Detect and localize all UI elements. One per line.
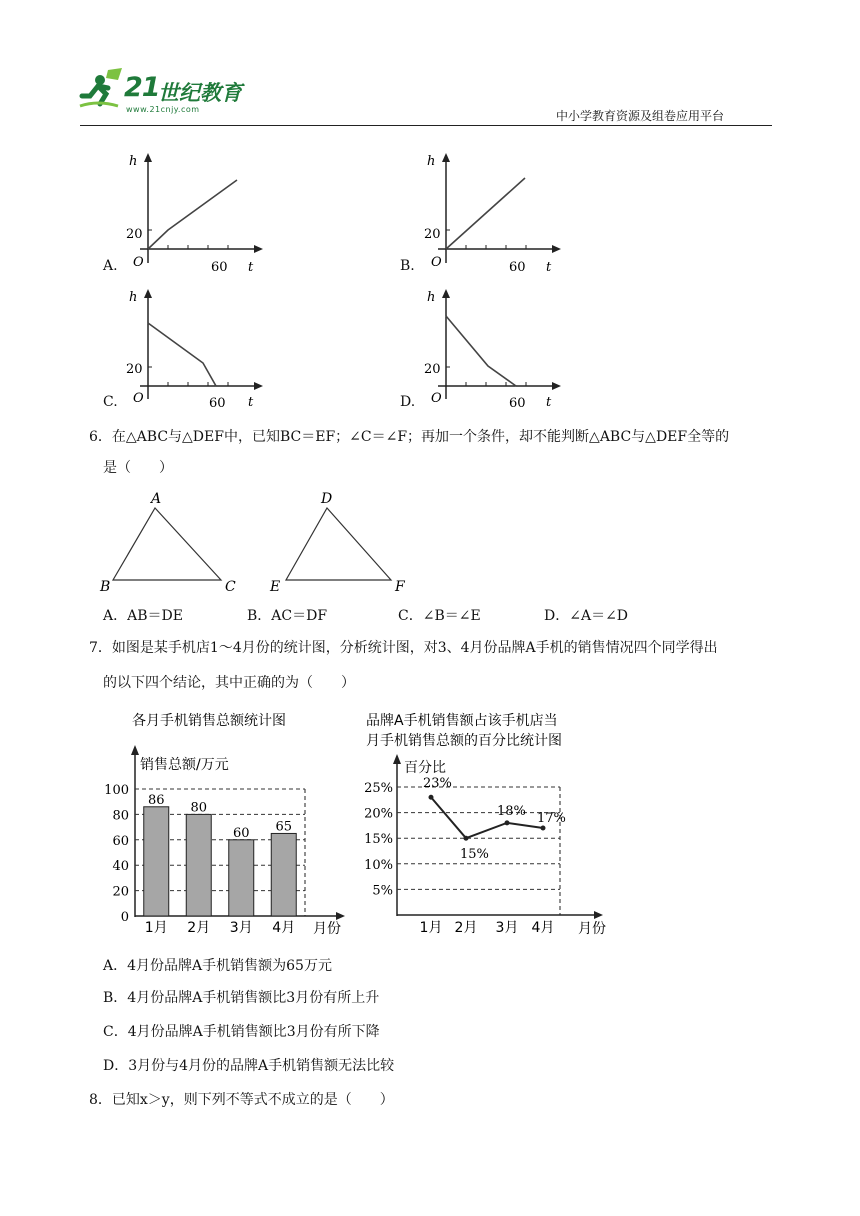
bar-y-tick-label: 100 <box>104 783 129 798</box>
option-d-label: D. <box>400 394 416 410</box>
runner-logo-icon <box>78 66 126 114</box>
vertex-e-label: E <box>270 579 281 595</box>
q7-option-b: B．4月份品牌A手机销售额比3月份有所上升 <box>103 990 380 1006</box>
graph-a <box>115 150 275 275</box>
logo-url: www.21cnjy.com <box>126 105 200 114</box>
line-x-tick-label: 3月 <box>495 920 519 936</box>
x-tick-label: 60 <box>509 260 526 275</box>
axis-t-label: t <box>248 395 254 410</box>
option-b-label: B. <box>400 258 415 274</box>
line-point <box>541 825 546 830</box>
y-tick-label: 20 <box>126 362 143 377</box>
bar-chart-xlabel: 月份 <box>313 921 341 937</box>
bar-chart <box>95 705 350 940</box>
axis-h-label: h <box>129 290 138 305</box>
line-point <box>429 795 434 800</box>
line-chart-title-line2: 月手机销售总额的百分比统计图 <box>366 733 562 749</box>
vertex-c-label: C <box>225 579 236 595</box>
option-a-label: A. <box>103 258 118 274</box>
q7-stem-line1: 7．如图是某手机店1～4月份的统计图，分析统计图，对3、4月份品牌A手机的销售情况四个同学得出 <box>89 640 718 656</box>
graph-c <box>115 286 275 411</box>
origin-label: O <box>431 255 442 270</box>
graph-d <box>413 286 573 411</box>
axis-h-label: h <box>129 154 138 169</box>
q6-option-d: D．∠A＝∠D <box>544 608 629 624</box>
platform-name: 中小学教育资源及组卷应用平台 <box>556 109 725 123</box>
axis-t-label: t <box>546 395 552 410</box>
bar-value-label: 80 <box>190 800 208 816</box>
graph-b <box>413 150 573 275</box>
q7-option-c: C．4月份品牌A手机销售额比3月份有所下降 <box>103 1024 380 1040</box>
bar-value-label: 65 <box>275 819 293 835</box>
bar-value-label: 60 <box>232 825 250 841</box>
bar-x-tick-label: 4月 <box>272 920 296 936</box>
line-chart-title-line1: 品牌A手机销售额占该手机店当 <box>366 713 558 729</box>
line-chart-xlabel: 月份 <box>578 921 606 937</box>
line-x-tick-label: 2月 <box>454 920 478 936</box>
origin-label: O <box>133 391 144 406</box>
line-value-label: 23% <box>423 776 452 792</box>
vertex-a-label: A <box>151 491 162 507</box>
line-chart <box>360 705 620 940</box>
bar <box>271 833 296 916</box>
vertex-d-label: D <box>321 491 333 507</box>
bar-y-tick-label: 60 <box>112 833 129 849</box>
triangle-def <box>265 486 415 596</box>
bar-y-tick-label: 0 <box>120 910 129 925</box>
vertex-b-label: B <box>100 579 111 595</box>
q7-option-a: A．4月份品牌A手机销售额为65万元 <box>103 958 332 974</box>
bar-x-tick-label: 3月 <box>229 920 253 936</box>
x-tick-label: 60 <box>211 260 228 275</box>
logo-text: 世纪教育 <box>158 81 242 105</box>
bar <box>229 840 254 916</box>
logo-number: 21 <box>124 72 160 103</box>
option-c-label: C. <box>103 394 118 410</box>
y-tick-label: 20 <box>126 227 143 242</box>
q7-stem-line2: 的以下四个结论，其中正确的为（ ） <box>103 675 355 691</box>
line-y-tick-label: 10% <box>364 857 393 873</box>
bar-x-tick-label: 1月 <box>144 920 168 936</box>
q6-option-a: A．AB＝DE <box>103 608 183 624</box>
logo <box>78 66 258 118</box>
y-tick-label: 20 <box>424 227 441 242</box>
line-y-tick-label: 25% <box>364 781 393 796</box>
bar-y-tick-label: 20 <box>112 884 129 900</box>
line-chart-ylabel: 百分比 <box>404 760 446 776</box>
bar-value-label: 86 <box>147 792 165 808</box>
axis-t-label: t <box>546 260 552 275</box>
q7-option-d: D．3月份与4月份的品牌A手机销售额无法比较 <box>103 1058 395 1074</box>
line-y-tick-label: 20% <box>364 806 393 822</box>
axis-h-label: h <box>427 154 436 169</box>
q6-stem-line1: 6．在△ABC与△DEF中，已知BC＝EF；∠C＝∠F；再加一个条件，却不能判断△ABC与△DEF全等的 <box>89 429 730 445</box>
axis-t-label: t <box>248 260 254 275</box>
q6-option-c: C．∠B＝∠E <box>398 608 481 624</box>
header-divider <box>80 125 772 126</box>
vertex-f-label: F <box>395 579 405 595</box>
bar-chart-title: 各月手机销售总额统计图 <box>132 713 286 729</box>
x-tick-label: 60 <box>209 396 226 411</box>
line-point <box>464 836 469 841</box>
line-value-label: 17% <box>537 810 566 826</box>
line-value-label: 15% <box>460 847 489 863</box>
series-line <box>431 797 543 838</box>
x-tick-label: 60 <box>509 396 526 411</box>
line-x-tick-label: 4月 <box>531 920 555 936</box>
bar-x-tick-label: 2月 <box>187 920 211 936</box>
y-tick-label: 20 <box>424 362 441 377</box>
origin-label: O <box>431 391 442 406</box>
bar-y-tick-label: 40 <box>112 859 129 875</box>
line-y-tick-label: 15% <box>364 832 393 848</box>
q6-stem-line2: 是（ ） <box>103 460 173 476</box>
line-x-tick-label: 1月 <box>419 920 443 936</box>
bar-chart-ylabel: 销售总额/万元 <box>140 757 229 773</box>
line-y-tick-label: 5% <box>372 883 393 899</box>
q8-stem-line1: 8．已知x＞y，则下列不等式不成立的是（ ） <box>89 1092 394 1108</box>
origin-label: O <box>133 255 144 270</box>
line-value-label: 18% <box>497 803 526 819</box>
bar <box>186 814 211 916</box>
line-point <box>505 820 510 825</box>
header <box>0 0 860 130</box>
q6-option-b: B．AC＝DF <box>247 608 328 624</box>
triangle-abc <box>95 486 245 596</box>
bar <box>144 807 169 916</box>
axis-h-label: h <box>427 290 436 305</box>
bar-y-tick-label: 80 <box>112 808 129 824</box>
